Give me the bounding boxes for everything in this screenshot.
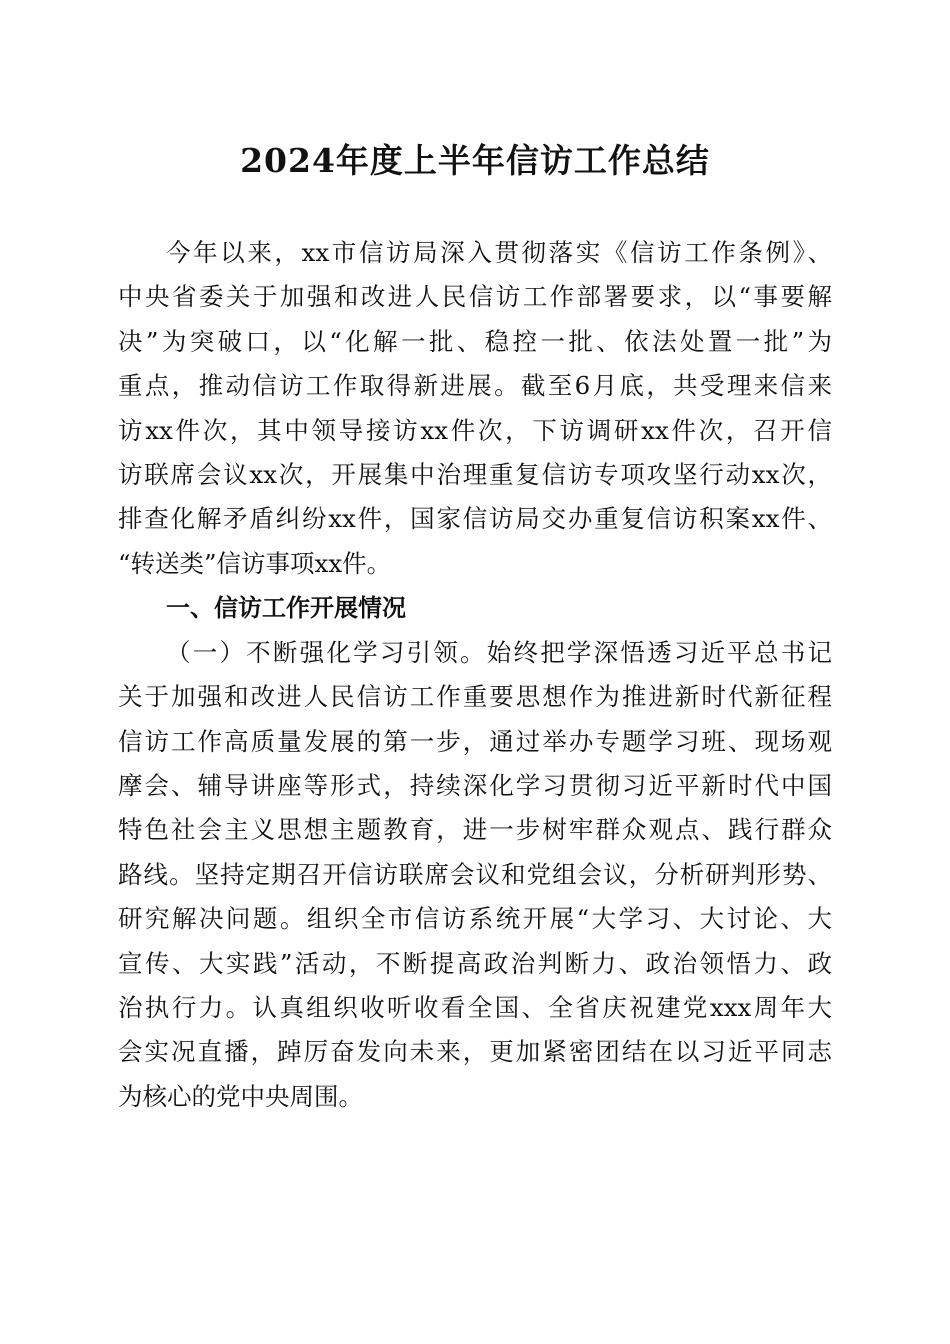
section-line-11: 为核心的党中央周围。 <box>118 1082 363 1111</box>
intro-line-5: 访xx件次，其中领导接访xx件次，下访调研xx件次，召开信 <box>118 416 832 445</box>
section-line-5: 特色社会主义思想主题教育，进一步树牢群众观点、践行群众 <box>118 815 832 844</box>
intro-line-7: 排查化解矛盾纠纷xx件，国家信访局交办重复信访积案xx件、 <box>118 504 832 533</box>
intro-line-2: 中央省委关于加强和改进人民信访工作部署要求，以“事要解 <box>118 282 832 311</box>
document-title: 2024年度上半年信访工作总结 <box>240 141 710 180</box>
section-line-2: 关于加强和改进人民信访工作重要思想作为推进新时代新征程 <box>118 682 832 711</box>
intro-line-8: “转送类”信访事项xx件。 <box>118 549 392 578</box>
section-line-10: 会实况直播，踔厉奋发向未来，更加紧密团结在以习近平同志 <box>118 1037 832 1066</box>
section-line-4: 摩会、辅导讲座等形式，持续深化学习贯彻习近平新时代中国 <box>118 771 832 800</box>
section-line-9: 治执行力。认真组织收听收看全国、全省庆祝建党xxx周年大 <box>118 993 832 1022</box>
section-line-3: 信访工作高质量发展的第一步，通过举办专题学习班、现场观 <box>118 727 832 756</box>
section-heading: 一、信访工作开展情况 <box>166 594 406 622</box>
section-line-6: 路线。坚持定期召开信访联席会议和党组会议，分析研判形势、 <box>118 860 832 889</box>
intro-line-4: 重点，推动信访工作取得新进展。截至6月底，共受理来信来 <box>118 371 832 400</box>
section-line-7: 研究解决问题。组织全市信访系统开展“大学习、大讨论、大 <box>118 904 832 933</box>
intro-line-3: 决”为突破口，以“化解一批、稳控一批、依法处置一批”为 <box>118 327 832 356</box>
section-line-1: （一）不断强化学习引领。始终把学深悟透习近平总书记 <box>166 638 832 667</box>
section-line-8: 宣传、大实践”活动，不断提高政治判断力、政治领悟力、政 <box>118 949 832 978</box>
intro-line-6: 访联席会议xx次，开展集中治理重复信访专项攻坚行动xx次， <box>118 460 832 489</box>
intro-line-1: 今年以来，xx市信访局深入贯彻落实《信访工作条例》、 <box>166 238 832 267</box>
